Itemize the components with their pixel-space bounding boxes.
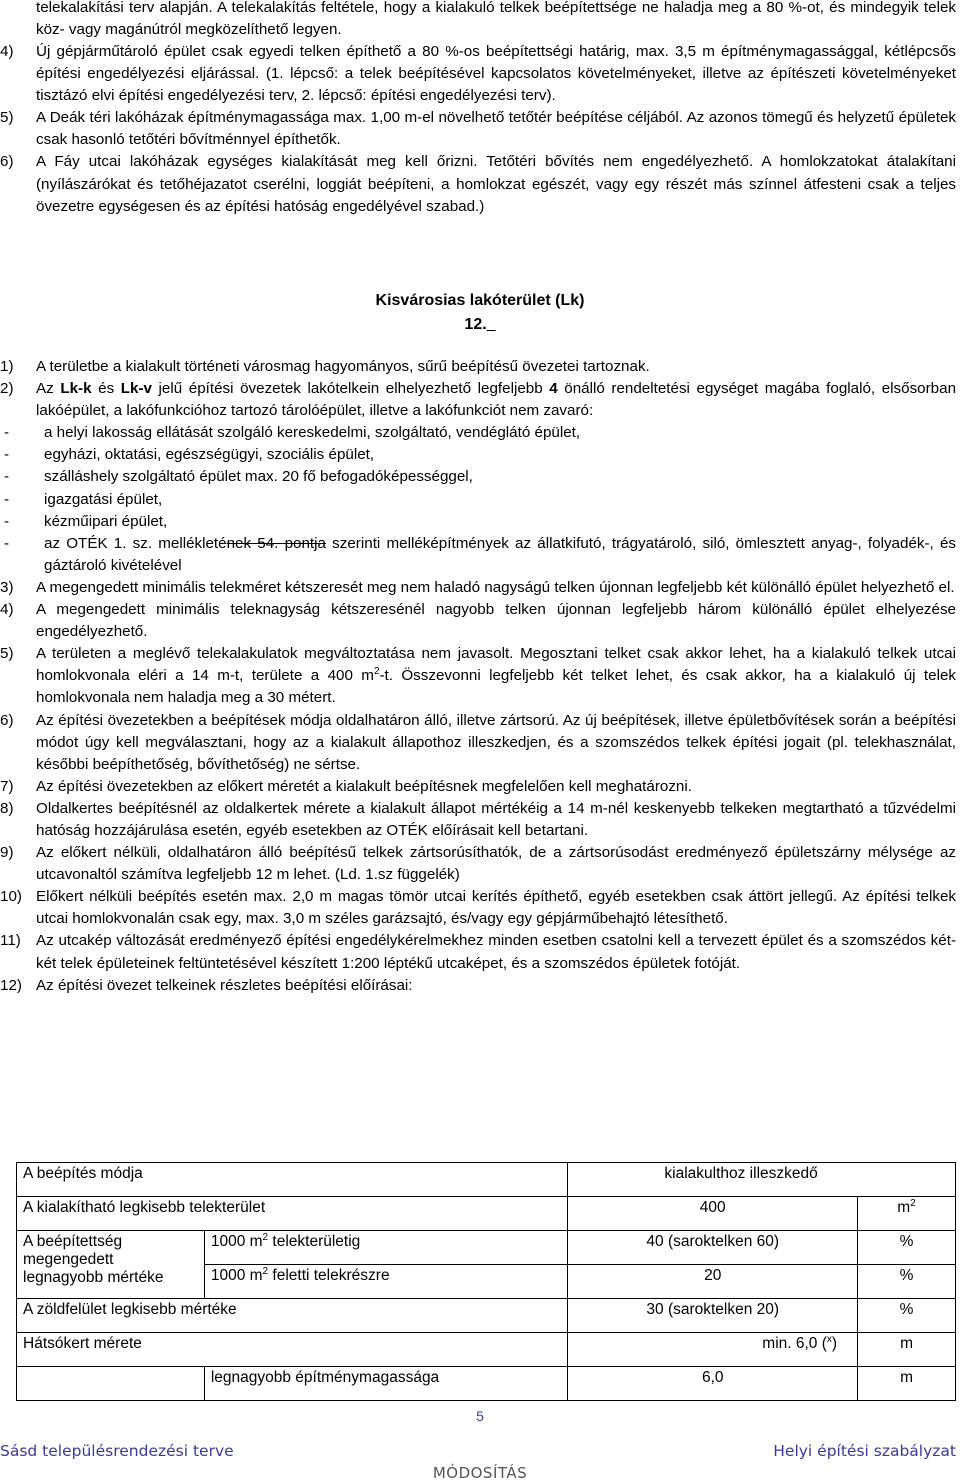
item-text: A megengedett minimális telekméret kétszeresét meg nem haladó nagyságú telken újonnan legfeljebb két különálló épület helyezhető el. <box>36 578 955 596</box>
section-paragraph-number <box>0 314 960 336</box>
item-number: 7) <box>0 777 14 795</box>
item-text: Előkert nélküli beépítés esetén max. 2,0 m magas tömör utcai kerítés építhető, egyéb esetekben csak áttört jellegű. Az építési telkek utcai homlokvonalán csak egy, max. 3,0 m széles garázsajtó, és/vagy egy gépjárműbehajtó létesíthető. <box>36 888 956 928</box>
table-cell-label: A zöldfelület legkisebb mértéke <box>17 1299 568 1333</box>
dash-item: - igazgatási épület, <box>4 490 163 508</box>
top-items <box>0 41 956 218</box>
item-text: A területen a meglévő telekalakulatok megváltoztatása nem javasolt. Megosztani telket csak akkor lehet, ha a kialakuló telkek utcai homlokvonala eléri a 14 m-t, területe a 400 m <box>36 645 956 685</box>
unit-count: 4 <box>549 380 558 398</box>
table-row <box>17 1197 956 1231</box>
item-number: 10) <box>0 888 22 906</box>
item-text: Új gépjárműtároló épület csak egyedi telken építhető a 80 %-os beépítettségi határig, max. 3,5 m építménymagassággal, kétlépcsős építési engedélyezési eljárással. (1. lépcső: a telek beépítésével kapcsolatos követelményeket, illetve az építészeti követelményeket tisztázó elvi építési engedélyezési terv, 2. lépcső: építési engedélyezési terv). <box>36 43 956 105</box>
table-cell-label: A kialakítható legkisebb telekterület <box>17 1197 568 1231</box>
table-cell-label: A beépítés módja <box>17 1163 568 1197</box>
footer-left: Sásd településrendezési terve <box>0 1442 234 1460</box>
item-1 <box>0 356 956 378</box>
table-row <box>17 1367 956 1401</box>
item-text: Az építési övezet telkeinek részletes beépítési előírásai: <box>36 976 413 994</box>
item-number: 4) <box>0 43 14 60</box>
item-number: 8) <box>0 799 14 817</box>
table-row <box>17 1163 956 1197</box>
item-text-mid: és <box>91 380 121 398</box>
item-text-post: önálló rendeltetési egységet magába foglaló, elsősorban lakóépület, a lakófunkcióhoz tartozó tárolóépület, illetve a lakófunkciót nem zavaró: <box>36 380 957 420</box>
table-cell-label: Hátsókert mérete <box>17 1333 568 1367</box>
item-text: -t. Összevonni legfeljebb két telket lehet, és csak akkor, ha a kialakuló új telek homlokvonala nem haladja meg a 30 métert. <box>36 667 956 707</box>
struck-text: nek 54. pontja <box>226 534 326 552</box>
top-item-6 <box>0 151 956 217</box>
item-text: Oldalkertes beépítésnél az oldalkertek mérete a kialakult állapot mértékéig a 14 m-nél keskenyebb telkeken megtartható a tűzvédelmi hatóság hozzájárulása esetén, egyéb esetekben az OTÉK előírásait kell betartani. <box>36 799 956 839</box>
table-cell-label: A beépítettség megengedett legnagyobb mértéke <box>17 1231 205 1299</box>
footer-right: Helyi építési szabályzat <box>773 1442 956 1460</box>
dash-item: - egyházi, oktatási, egészségügyi, szociális épület, <box>4 446 375 464</box>
table-cell-unit: m <box>858 1367 956 1401</box>
table-cell-unit: m <box>858 1333 956 1367</box>
dash-text: szálláshely szolgáltató épület max. 20 fő befogadóképességgel, <box>44 468 473 486</box>
table-cell-value: kialakulthoz illeszkedő <box>568 1163 956 1197</box>
item-6 <box>0 710 956 776</box>
building-rules-table <box>16 1162 956 1401</box>
item-text: A Deák téri lakóházak építménymagassága max. 1,00 m-el növelhető tetőtér beépítése céljából. Az azonos tömegű és helyzetű épületek csak hasonló tetőtéri bővítménnyel építhetők. <box>36 109 956 149</box>
section-title: Kisvárosias lakóterület (Lk) <box>375 292 585 309</box>
item-number: 11) <box>0 932 21 950</box>
top-item-4 <box>0 41 956 107</box>
item-text: A Fáy utcai lakóházak egységes kialakítását meg kell őrizni. Tetőtéri bővítés nem engedélyezhető. A homlokzatokat átalakítani (nyílászárókat és tetőhéjazatot cserélni, loggiát beépíteni, a homlokzat egészét, vagy egy részét más színnel átfesteni csak a teljes övezetre egységesen és az építési hatóság engedélyével szabad.) <box>36 153 956 215</box>
item-11 <box>0 930 956 974</box>
section-items <box>0 356 956 997</box>
item-text: A területbe a kialakult történeti városmag hagyományos, sűrű beépítésű övezetei tartoznak. <box>36 358 650 375</box>
table-cell-value: 20 <box>568 1265 858 1299</box>
zone-code-lkv: Lk-v <box>120 380 152 398</box>
dash-text: kézműipari épület, <box>44 512 168 530</box>
item-number: 3) <box>0 578 14 596</box>
zone-code-lkk: Lk-k <box>60 380 92 398</box>
superscript: 2 <box>373 666 380 678</box>
item-text: Az utcakép változását eredményező építési engedélykérelmekhez minden esetben csatolni kell a tervezett épület és a szomszédos két-két telek épületeinek feltüntetésével készített 1:200 léptékű utcaképet, és a szomszédos épületek fotóját. <box>36 932 956 972</box>
item-number: 1) <box>0 358 14 375</box>
table-cell-value: 40 (saroktelken 60) <box>568 1231 858 1265</box>
item-4 <box>0 599 956 643</box>
item-text: Az építési övezetekben a beépítések módja oldalhatáron álló, illetve zártsorú. Az új beépítések, illetve épületbővítések során a beépítési módot úgy kell megválasztani, hogy az a kialakult állapothoz illeszkedjen, és a szomszédos telkek építési jogait (pl. telekhasználat, későbbi beépíthetőség, bővíthetőség) ne sértse. <box>36 711 956 773</box>
table-cell-value: 6,0 <box>568 1367 858 1401</box>
section-heading <box>0 290 960 336</box>
item-7 <box>0 776 956 798</box>
intro-paragraph: telekalakítási terv alapján. A telekalakítás feltétele, hogy a kialakuló telkek beépítettsége ne haladja meg a 80 %-ot, és mindegyik telek köz- vagy magánútról megközelíthető legyen. <box>36 0 956 39</box>
item-text-mid2: jelű építési övezetek lakótelkein elhelyezhető legfeljebb <box>151 380 550 398</box>
item-text: Az előkert nélküli, oldalhatáron álló beépítésű telkek zártsorúsíthatók, de a zártsorúsodást eredményező épületszárny mélysége az utcavonaltól számítva legfeljebb 12 m lehet. (Ld. 1.sz függelék) <box>36 844 956 884</box>
dash-item-last: - az OTÉK 1. sz. mellékletének 54. pontja szerinti melléképítmények az állatkifutó, trágyatároló, siló, ömlesztett anyag-, folyadék-, és gáztároló kivételével <box>4 534 957 574</box>
item-number: 12) <box>0 976 22 994</box>
dash-text: a helyi lakosság ellátását szolgáló kereskedelmi, szolgáltató, vendéglátó épület, <box>44 424 581 442</box>
table-cell-empty <box>17 1367 205 1401</box>
item-number: 9) <box>0 844 14 862</box>
table-cell-unit: % <box>858 1299 956 1333</box>
dash-text: igazgatási épület, <box>44 490 163 508</box>
table-cell-value: 30 (saroktelken 20) <box>568 1299 858 1333</box>
dash-item: - a helyi lakosság ellátását szolgáló kereskedelmi, szolgáltató, vendéglátó épület, <box>4 424 581 442</box>
paragraph-number: 12. <box>464 316 487 333</box>
dash-item: - kézműipari épület, <box>4 512 168 530</box>
page-number: 5 <box>476 1408 484 1424</box>
table-cell-value: min. 6,0 ($^x$) <box>568 1333 858 1367</box>
dash-text: egyházi, oktatási, egészségügyi, szociális épület, <box>44 446 375 464</box>
item-number: 5) <box>0 109 14 127</box>
paragraph-sign <box>487 316 496 333</box>
item-8 <box>0 798 956 842</box>
table-cell-label: legnagyobb építménymagassága <box>204 1367 568 1401</box>
item-text: A megengedett minimális teleknagyság kétszeresénél nagyobb telken újonnan legfeljebb három különálló épület elhelyezése engedélyezhető. <box>36 601 956 641</box>
dash-text: az OTÉK 1. sz. mellékleté <box>44 534 227 552</box>
table-cell-value: 400 <box>568 1197 858 1231</box>
table-row <box>17 1333 956 1367</box>
table-row <box>17 1299 956 1333</box>
table-cell-unit: % <box>858 1265 956 1299</box>
item-number: 5) <box>0 645 14 663</box>
item-9 <box>0 842 956 886</box>
item-text-pre: Az <box>36 380 61 398</box>
item-12 <box>0 975 956 997</box>
item-5 <box>0 643 956 709</box>
dash-item: - szálláshely szolgáltató épület max. 20 fő befogadóképességgel, <box>4 468 473 486</box>
footer-bottom: MÓDOSÍTÁS <box>432 1464 528 1482</box>
item-2 <box>0 378 956 422</box>
item-10 <box>0 886 956 930</box>
table-cell-unit: % <box>858 1231 956 1265</box>
item-3 <box>0 577 956 599</box>
table-cell-sublabel: 1000 $m^2$ telekterületig <box>204 1231 568 1265</box>
item-text: Az építési övezetekben az előkert méretét a kialakult beépítésnek megfelelően kell meghatározni. <box>36 777 692 795</box>
table-cell-unit: $m^2$ <box>858 1197 956 1231</box>
item-number: 4) <box>0 601 14 619</box>
item-number: 2) <box>0 380 14 398</box>
item-number: 6) <box>0 711 14 729</box>
table-cell-sublabel: 1000 $m^2$ feletti telekrészre <box>204 1265 568 1299</box>
table-row <box>17 1231 956 1265</box>
top-item-5 <box>0 107 956 151</box>
dash-text: szerinti melléképítmények az állatkifutó, trágyatároló, siló, ömlesztett anyag-, folyadék-, és gáztároló kivételével <box>44 534 957 574</box>
item-number: 6) <box>0 153 14 171</box>
